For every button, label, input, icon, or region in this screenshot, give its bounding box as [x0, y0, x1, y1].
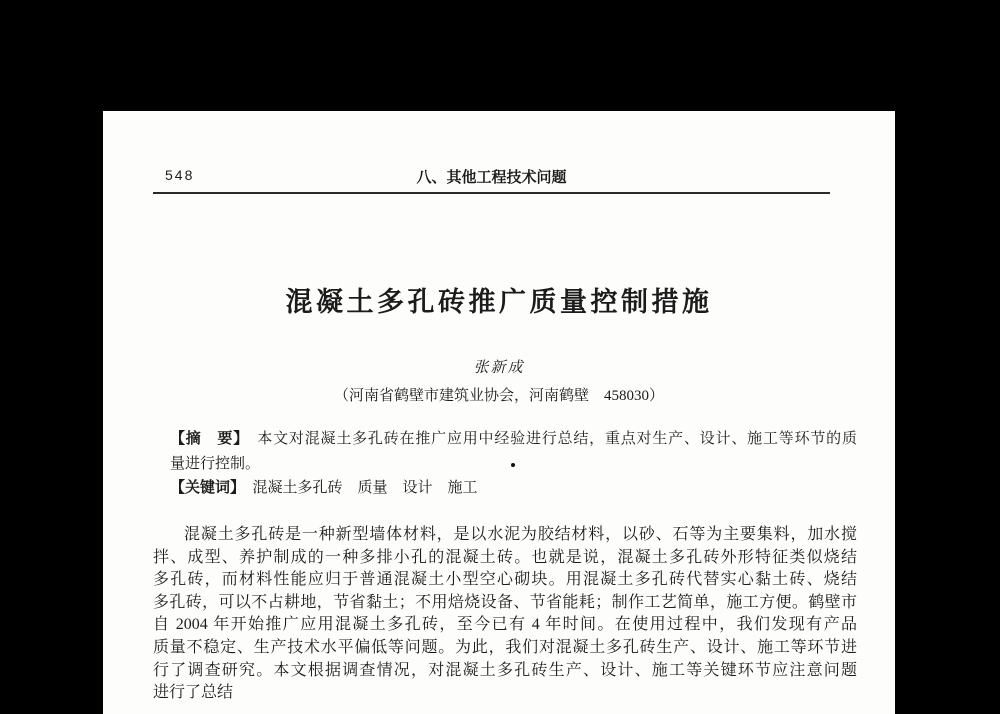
keywords-text: 混凝土多孔砖 质量 设计 施工 [237, 480, 478, 496]
scanned-page [103, 111, 895, 714]
body-line: 拌、成型、养护制成的一种多排小孔的混凝土砖。也就是说，混凝土多孔砖外形特征类似烧结 [153, 548, 857, 566]
body-line: 质量不稳定、生产技术水平偏低等问题。为此，我们对混凝土多孔砖生产、设计、施工等环节进 [153, 638, 857, 656]
article-author: 张新成 [473, 360, 525, 376]
abstract-line-2: 量进行控制。 [170, 455, 261, 472]
abstract-label: 【摘 要】 [170, 430, 242, 447]
body-line: 混凝土多孔砖是一种新型墙体材料，是以水泥为胶结材料，以砂、石等为主要集料，加水搅 [184, 526, 857, 543]
body-line: 行了调查研究。本文根据调查情况，对混凝土多孔砖生产、设计、施工等关键环节应注意问题 [153, 661, 857, 679]
body-line: 自 2004 年开始推广应用混凝土多孔砖，至今已有 4 年时间。在使用过程中，我们发现有产品 [153, 616, 857, 634]
article-title: 混凝土多孔砖推广质量控制措施 [285, 287, 713, 317]
body-line: 进行了总结 [153, 684, 234, 702]
abstract-line-1 [170, 427, 857, 452]
page-number: 548 [165, 167, 195, 183]
abstract-text-line-1: 本文对混凝土多孔砖在推广应用中经验进行总结，重点对生产、设计、施工等环节的质 [241, 431, 857, 447]
running-head-section-title: 八、其他工程技术问题 [416, 169, 567, 186]
header-rule [153, 192, 830, 194]
body-line: 多孔砖，而材料性能应归于普通混凝土小型空心砌块。用混凝土多孔砖代替实心黏土砖、烧结 [153, 571, 857, 589]
scan-ink-speck [511, 463, 515, 467]
article-affiliation: （河南省鹤壁市建筑业协会，河南鹤壁 458030） [333, 388, 664, 404]
body-line: 多孔砖，可以不占耕地，节省黏土；不用焙烧设备、节省能耗；制作工艺简单，施工方便。鹤壁市 [153, 593, 857, 611]
keywords-label: 【关键词】 [170, 479, 238, 496]
body-text-block [153, 524, 857, 705]
keywords-line [170, 476, 857, 501]
